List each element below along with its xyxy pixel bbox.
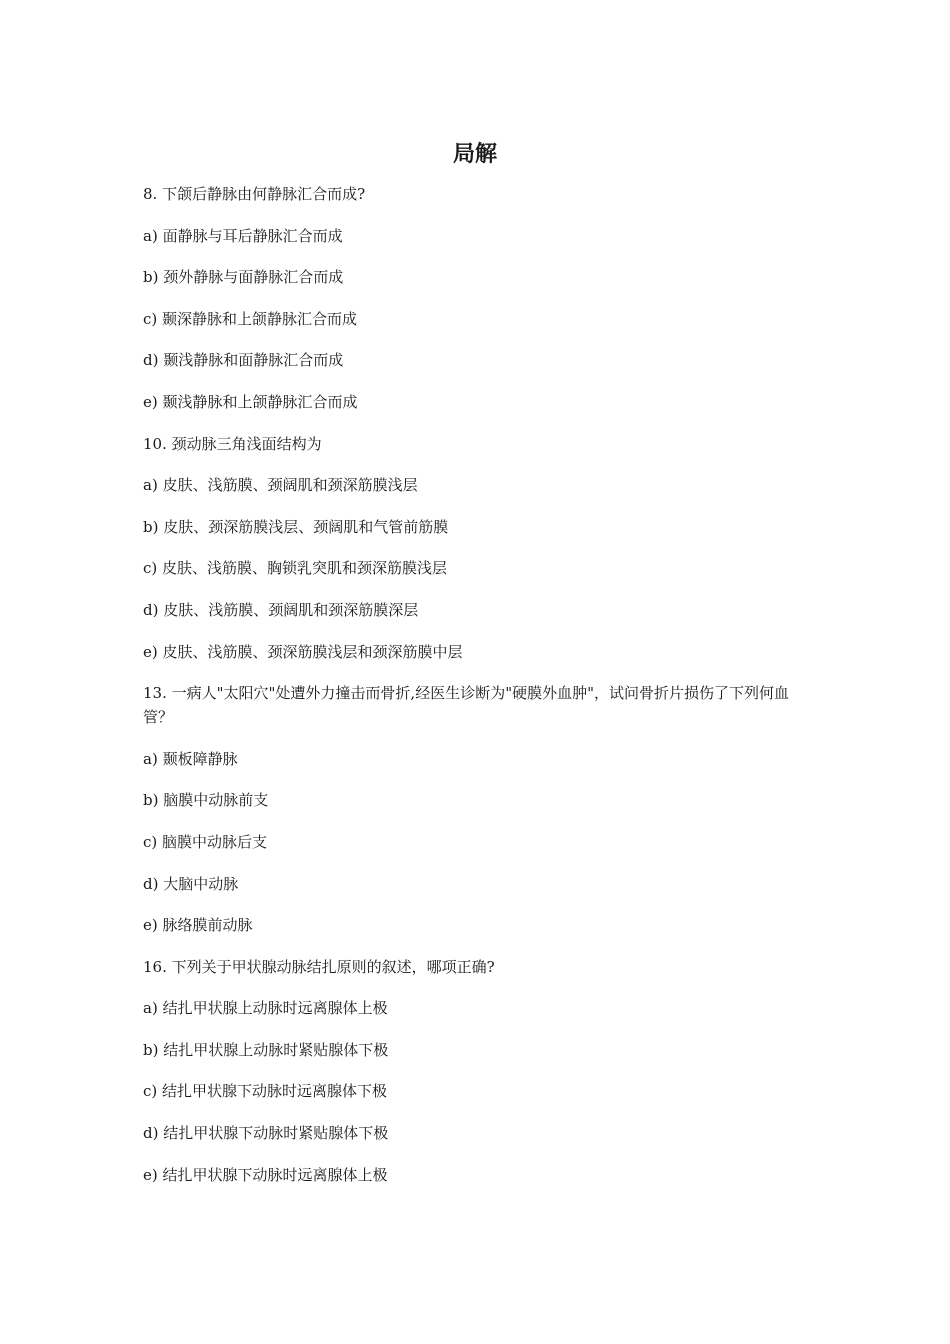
- answer-option: d) 皮肤、浅筋膜、颈阔肌和颈深筋膜深层: [143, 600, 419, 619]
- question-list: [143, 182, 813, 1204]
- page-title: 局解: [452, 141, 497, 167]
- answer-option: b) 脑膜中动脉前支: [143, 791, 269, 810]
- question-text: 10. 颈动脉三角浅面结构为: [143, 434, 322, 453]
- answer-option: a) 皮肤、浅筋膜、颈阔肌和颈深筋膜浅层: [143, 476, 418, 495]
- answer-option: d) 结扎甲状腺下动脉时紧贴腺体下极: [143, 1124, 389, 1143]
- answer-option: a) 结扎甲状腺上动脉时远离腺体上极: [143, 999, 388, 1018]
- answer-option: d) 大脑中动脉: [143, 874, 239, 893]
- question-text: 13. 一病人"太阳穴"处遭外力撞击而骨折,经医生诊断为"硬膜外血肿"，试问骨折片损伤了下列何血管？: [143, 684, 789, 727]
- answer-option: e) 结扎甲状腺下动脉时远离腺体上极: [143, 1165, 388, 1184]
- question-block: [143, 182, 813, 414]
- answer-option: c) 皮肤、浅筋膜、胸锁乳突肌和颈深筋膜浅层: [143, 559, 448, 578]
- question-block: [143, 955, 813, 1187]
- question-text: 8. 下颌后静脉由何静脉汇合而成?: [143, 185, 366, 203]
- answer-option: b) 皮肤、颈深筋膜浅层、颈阔肌和气管前筋膜: [143, 517, 449, 536]
- question-block: [143, 432, 813, 664]
- answer-option: c) 脑膜中动脉后支: [143, 832, 268, 851]
- answer-option: a) 颞板障静脉: [143, 749, 238, 768]
- answer-option: d) 颞浅静脉和面静脉汇合而成: [143, 351, 344, 370]
- answer-option: c) 结扎甲状腺下动脉时远离腺体下极: [143, 1082, 388, 1101]
- answer-option: e) 脉络膜前动脉: [143, 916, 253, 935]
- answer-option: e) 颞浅静脉和上颌静脉汇合而成: [143, 392, 358, 411]
- question-block: [143, 681, 813, 937]
- answer-option: c) 颞深静脉和上颌静脉汇合而成: [143, 309, 358, 328]
- answer-option: b) 结扎甲状腺上动脉时紧贴腺体下极: [143, 1040, 389, 1059]
- question-text: 16. 下列关于甲状腺动脉结扎原则的叙述，哪项正确?: [143, 957, 495, 976]
- answer-option: e) 皮肤、浅筋膜、颈深筋膜浅层和颈深筋膜中层: [143, 642, 463, 661]
- answer-option: a) 面静脉与耳后静脉汇合而成: [143, 226, 343, 245]
- answer-option: b) 颈外静脉与面静脉汇合而成: [143, 268, 344, 287]
